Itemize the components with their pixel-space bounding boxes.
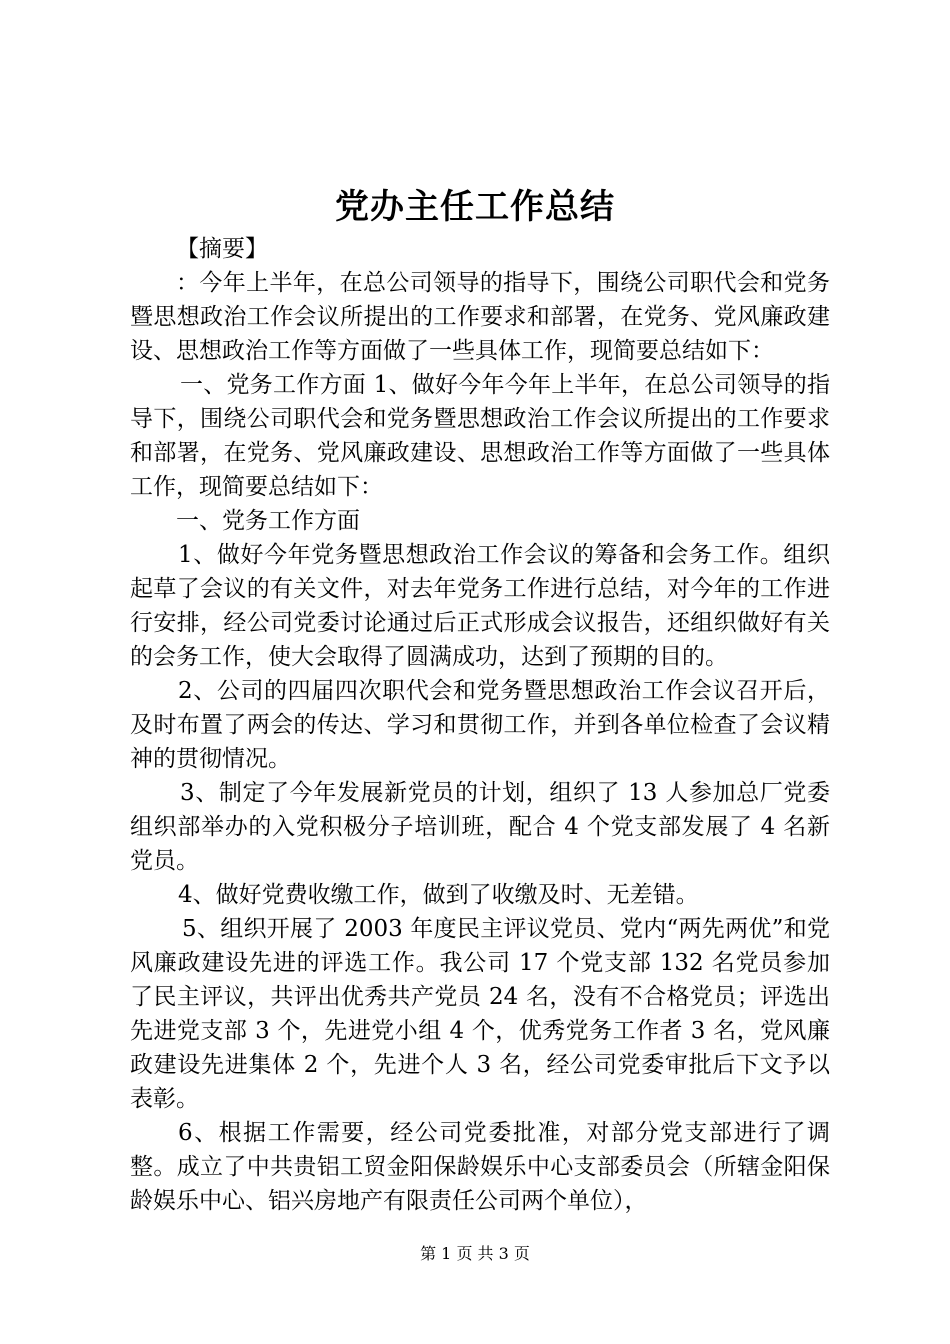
paragraph-1: ：今年上半年，在总公司领导的指导下，围绕公司职代会和党务暨思想政治工作会议所提出的工作要求和部署，在党务、党风廉政建设、思想政治工作等方面做了一些具体工作，现简要总结如下： bbox=[130, 270, 830, 364]
summary-label: 【摘要】 bbox=[176, 236, 268, 262]
paragraph-3: 一、党务工作方面 bbox=[176, 508, 360, 534]
paragraph-9: 6、根据工作需要，经公司党委批准，对部分党支部进行了调整。成立了中共贵铝工贸金阳保龄娱乐中心支部委员会（所辖金阳保龄娱乐中心、铝兴房地产有限责任公司两个单位）， bbox=[130, 1120, 830, 1214]
paragraph-6: 3、制定了今年发展新党员的计划，组织了 13 人参加总厂党委组织部举办的入党积极分子培训班，配合 4 个党支部发展了 4 名新党员。 bbox=[130, 780, 830, 874]
paragraph-5: 2、公司的四届四次职代会和党务暨思想政治工作会议召开后，及时布置了两会的传达、学习和贯彻工作，并到各单位检查了会议精神的贯彻情况。 bbox=[130, 678, 830, 772]
document-body bbox=[130, 232, 830, 1218]
paragraph-2: 一、党务工作方面 1、做好今年今年上半年，在总公司领导的指导下，围绕公司职代会和党务暨思想政治工作会议所提出的工作要求和部署，在党务、党风廉政建设、思想政治工作等方面做了一些具体工作，现简要总结如下： bbox=[130, 372, 830, 500]
document-title: 党办主任工作总结 bbox=[335, 187, 615, 227]
paragraph-8: 5、组织开展了 2003 年度民主评议党员、党内“两先两优”和党风廉政建设先进的评选工作。我公司 17 个党支部 132 名党员参加了民主评议，共评出优秀共产党员 24 名，没有不合格党员；评选出先进党支部 3 个，先进党小组 4 个，优秀党务工作者 3 名，党风廉政建设先进集体 2 个，先进个人 3 名，经公司党委审批后下文予以表彰。 bbox=[130, 916, 830, 1112]
paragraph-4: 1、做好今年党务暨思想政治工作会议的筹备和会务工作。组织起草了会议的有关文件，对去年党务工作进行总结，对今年的工作进行安排，经公司党委讨论通过后正式形成会议报告，还组织做好有关的会务工作，使大会取得了圆满成功，达到了预期的目的。 bbox=[130, 542, 830, 670]
page-footer: 第 1 页 共 3 页 bbox=[420, 1244, 530, 1263]
paragraph-7: 4、做好党费收缴工作，做到了收缴及时、无差错。 bbox=[178, 882, 699, 908]
